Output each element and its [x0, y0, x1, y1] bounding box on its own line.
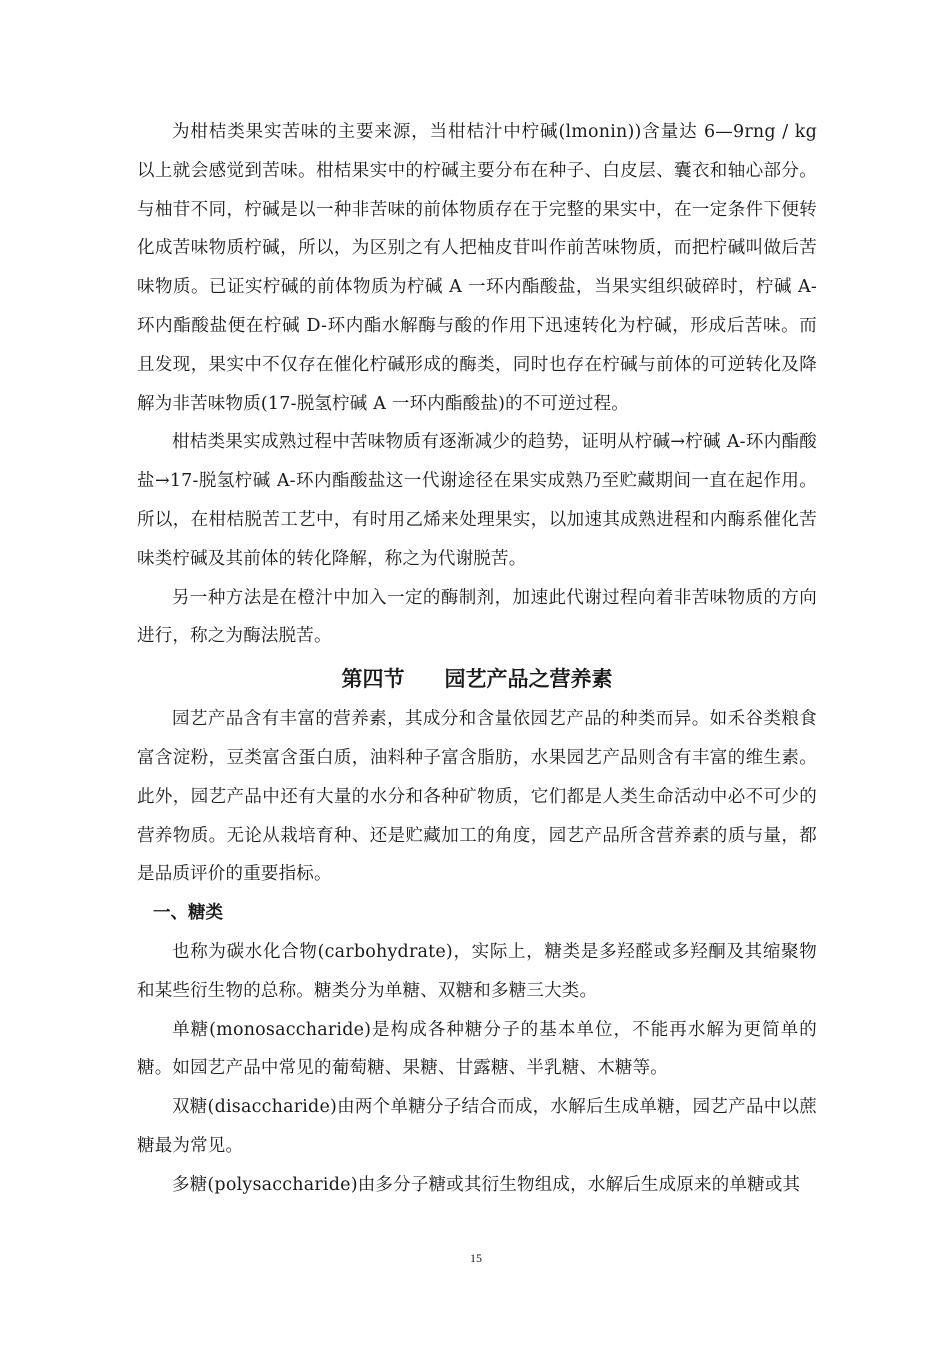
paragraph-limonin: 为柑桔类果实苦味的主要来源，当柑桔汁中柠碱(lmonin))含量达 6—9rng / kg 以上就会感觉到苦味。柑桔果实中的柠碱主要分布在种子、白皮层、囊衣和轴心部分。与柚苷不同，柠碱是以一种非苦味的前体物质存在于完整的果实中，在一定条件下便转化成苦味物质柠碱，所以，为区别之有人把柚皮苷叫作前苦味物质，而把柠碱叫做后苦味物质。已证实柠碱的前体物质为柠碱 A 一环内酯酸盐，当果实组织破碎时，柠碱 A-环内酯酸盐便在柠碱 D-环内酯水解酶与酸的作用下迅速转化为柠碱，形成后苦味。而且发现，果实中不仅存在催化柠碱形成的酶类，同时也存在柠碱与前体的可逆转化及降解为非苦味物质(17-脱氢柠碱 A 一环内酯酸盐)的不可逆过程。: [137, 122, 817, 414]
paragraph-nutrients-intro: 园艺产品含有丰富的营养素，其成分和含量依园艺产品的种类而异。如禾谷类粮食富含淀粉，豆类富含蛋白质，油料种子富含脂肪，水果园艺产品则含有丰富的维生素。此外，园艺产品中还有大量的水分和各种矿物质，它们都是人类生命活动中必不可少的营养物质。无论从栽培育种、还是贮藏加工的角度，园艺产品所含营养素的质与量，都是品质评价的重要指标。: [137, 709, 817, 885]
section-number: 第四节: [341, 667, 405, 692]
paragraph-carbohydrate: 也称为碳水化合物(carbohydrate)，实际上，糖类是多羟醛或多羟酮及其缩聚物和某些衍生物的总称。糖类分为单糖、双糖和多糖三大类。: [137, 941, 817, 1001]
page-body: [137, 113, 817, 1205]
section-title: [137, 656, 817, 700]
paragraph-enzymatic-debittering: 另一种方法是在橙汁中加入一定的酶制剂，加速此代谢过程向着非苦味物质的方向进行，称之为酶法脱苦。: [137, 587, 817, 647]
subheading-sugars: 一、糖类: [153, 903, 223, 924]
paragraph-polysaccharide: 多糖(polysaccharide)由多分子糖或其衍生物组成，水解后生成原来的单糖或其: [172, 1174, 801, 1195]
paragraph-monosaccharide: 单糖(monosaccharide)是构成各种糖分子的基本单位，不能再水解为更简单的糖。如园艺产品中常见的葡萄糖、果糖、甘露糖、半乳糖、木糖等。: [137, 1019, 817, 1079]
page-number: 15: [470, 1251, 482, 1265]
section-heading: 园艺产品之营养素: [444, 667, 613, 692]
paragraph-metabolic-debittering: 柑桔类果实成熟过程中苦味物质有逐渐减少的趋势，证明从柠碱→柠碱 A-环内酯酸盐→17-脱氢柠碱 A-环内酯酸盐这一代谢途径在果实成熟乃至贮藏期间一直在起作用。所以，在柑桔脱苦工艺中，有时用乙烯来处理果实，以加速其成熟进程和内酶系催化苦味类柠碱及其前体的转化降解，称之为代谢脱苦。: [137, 432, 817, 569]
paragraph-disaccharide: 双糖(disaccharide)由两个单糖分子结合而成，水解后生成单糖，园艺产品中以蔗糖最为常见。: [137, 1097, 817, 1156]
